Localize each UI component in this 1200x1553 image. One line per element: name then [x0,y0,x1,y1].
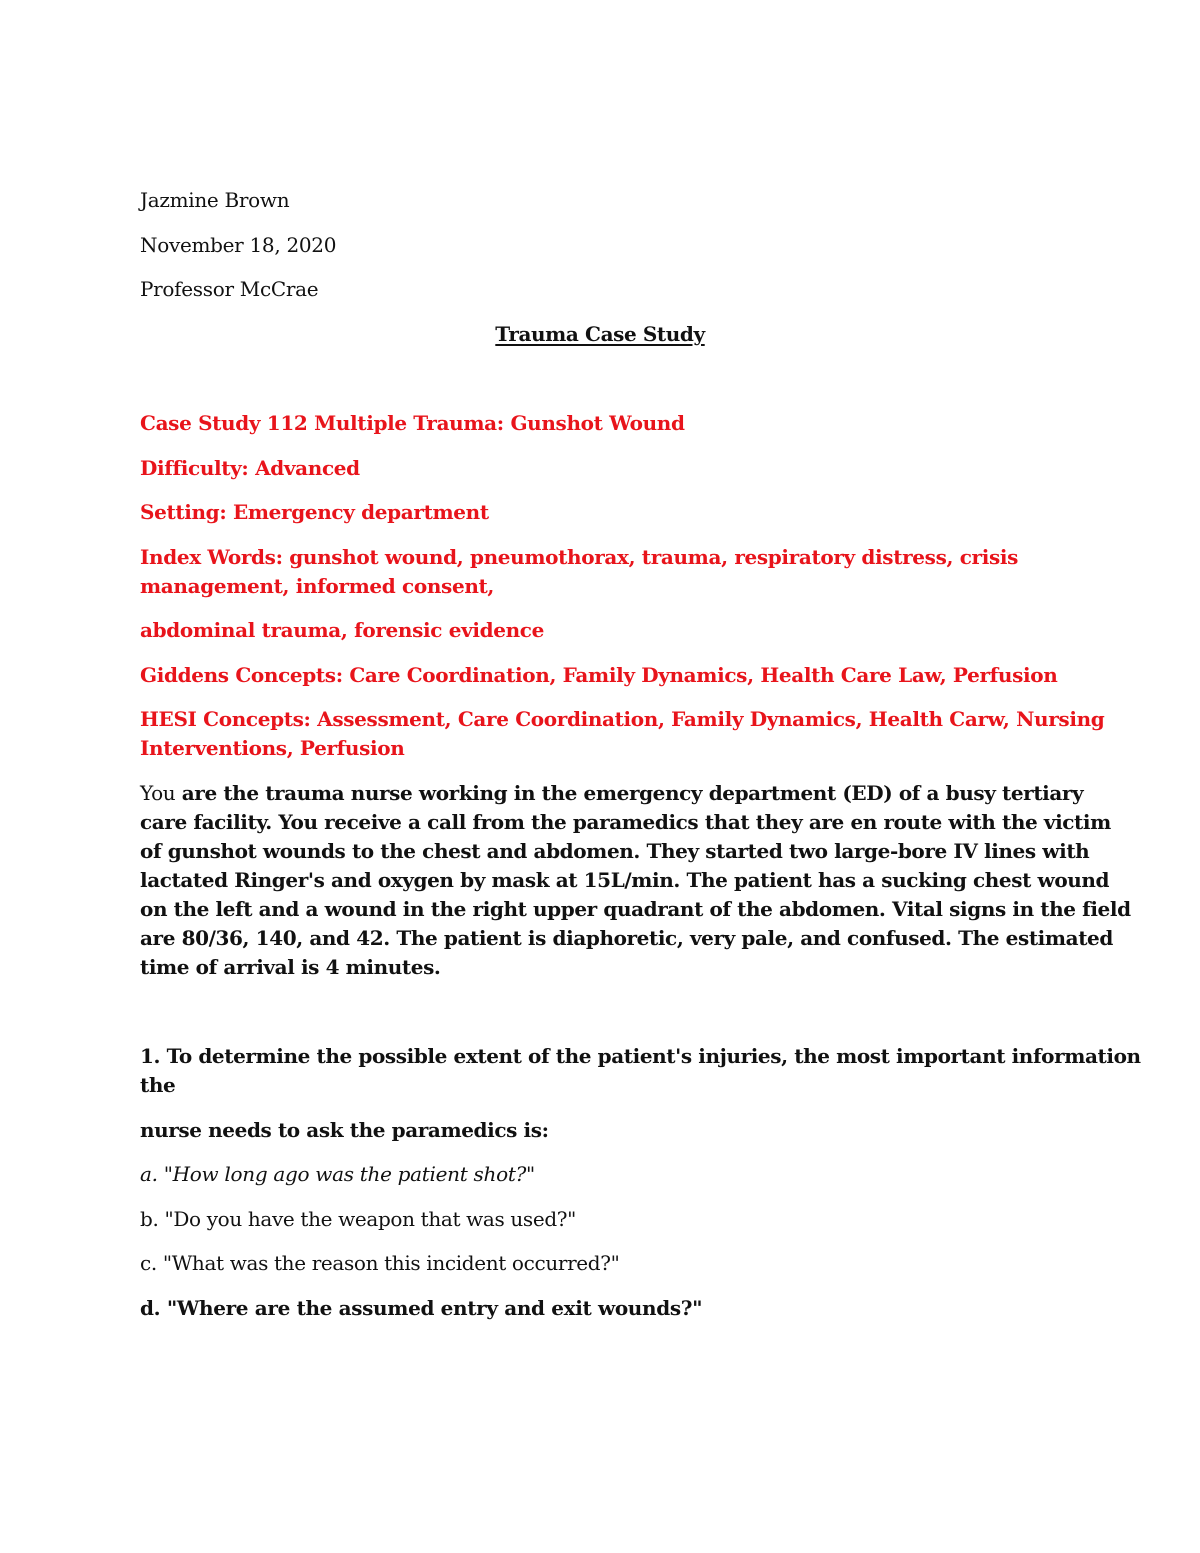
case-study-heading: Case Study 112 Multiple Trauma: Gunshot Wound [140,411,685,435]
scenario-line-3: of gunshot wounds to the chest and abdomen. They started two large-bore IV lines with [140,839,1090,863]
index-words-line-3: abdominal trauma, forensic evidence [140,618,545,642]
scenario-line-7: time of arrival is 4 minutes. [140,955,441,979]
question-1-line-2: the [140,1073,176,1097]
scenario-line-1 [140,779,1083,808]
option-d: d. "Where are the assumed entry and exit wounds?" [140,1296,703,1320]
option-c: c. "What was the reason this incident occurred?" [140,1251,620,1275]
submission-date: November 18, 2020 [140,233,337,257]
student-name: Jazmine Brown [140,188,290,212]
scenario-line-2: care facility. You receive a call from the paramedics that they are en route with the victim [140,810,1111,834]
document-title: Trauma Case Study [495,322,705,346]
index-words-line-2: management, informed consent, [140,574,495,598]
option-b: b. "Do you have the weapon that was used?" [140,1207,577,1231]
scenario-line-4: lactated Ringer's and oxygen by mask at 15L/min. The patient has a sucking chest wound [140,868,1110,892]
setting-line: Setting: Emergency department [140,500,489,524]
scenario-line-1-text: are the trauma nurse working in the emergency department (ED) of a busy tertiary [175,781,1084,805]
hesi-concepts-line-2: Interventions, Perfusion [140,736,405,760]
scenario-lead-word: You [140,781,176,805]
index-words-line-1: Index Words: gunshot wound, pneumothorax, trauma, respiratory distress, crisis [140,545,1019,569]
professor-name: Professor McCrae [140,277,319,301]
scenario-line-6: are 80/36, 140, and 42. The patient is diaphoretic, very pale, and confused. The estimated [140,926,1113,950]
scenario-line-5: on the left and a wound in the right upper quadrant of the abdomen. Vital signs in the field [140,897,1131,921]
giddens-concepts: Giddens Concepts: Care Coordination, Family Dynamics, Health Care Law, Perfusion [140,663,1058,687]
option-a: a. "How long ago was the patient shot?" [140,1162,535,1186]
hesi-concepts-line-1: HESI Concepts: Assessment, Care Coordination, Family Dynamics, Health Carw, Nursing [140,707,1105,731]
question-1-line-3: nurse needs to ask the paramedics is: [140,1118,549,1142]
document-page [140,0,1141,1553]
difficulty-line: Difficulty: Advanced [140,456,360,480]
question-1-line-1: 1. To determine the possible extent of the patient's injuries, the most important information [140,1044,1141,1068]
